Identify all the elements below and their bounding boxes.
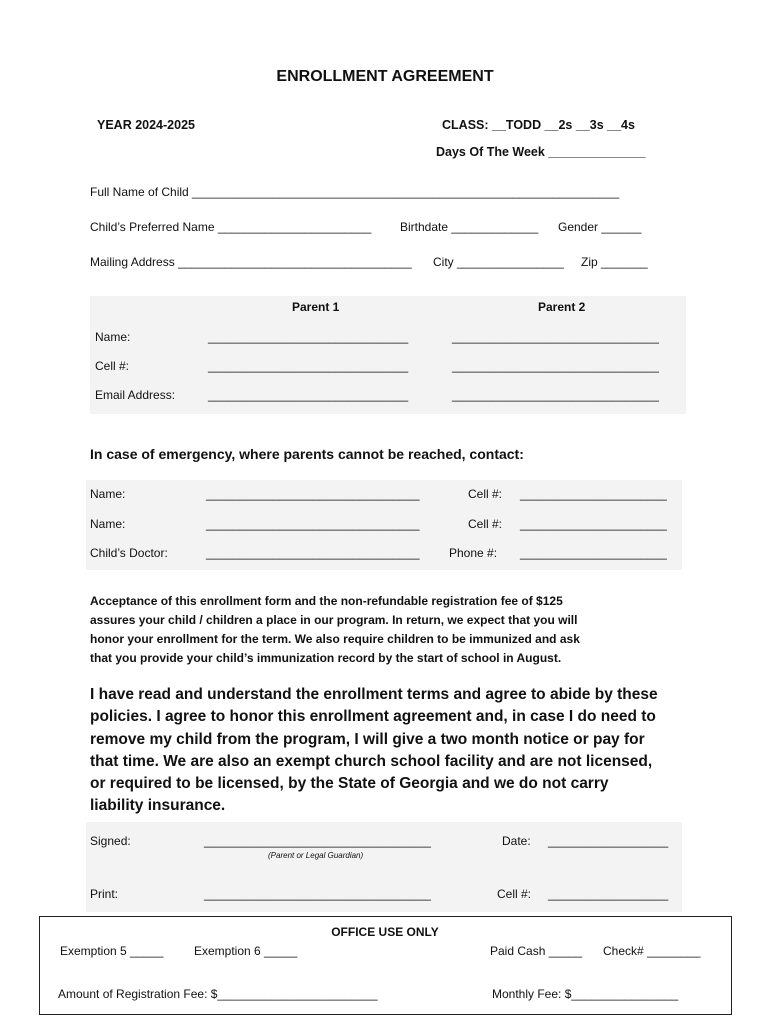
zip-field[interactable]: Zip _______ [581,255,648,269]
agreement-line: or required to be licensed, by the State of Georgia and we do not carry [90,775,609,793]
days-of-week-field[interactable]: Days Of The Week ______________ [436,145,646,159]
child-full-name-field[interactable]: Full Name of Child ________________________________________________________________ [90,185,620,199]
exemption5-field[interactable]: Exemption 5 _____ [60,944,164,958]
acceptance-line: honor your enrollment for the term. We also require children to be immunized and ask [90,632,580,646]
class-selection[interactable]: CLASS: __TODD __2s __3s __4s [442,118,635,132]
agreement-line: I have read and understand the enrollment terms and agree to abide by these [90,686,658,703]
cell-label: Cell #: [497,887,532,901]
check-number-field[interactable]: Check# ________ [603,944,701,958]
parent1-name-field[interactable]: ______________________________ [208,330,409,344]
registration-fee-field[interactable]: Amount of Registration Fee: $________________________ [58,987,378,1001]
parent-row-label: Name: [95,330,131,344]
guardian-note: (Parent or Legal Guardian) [268,851,364,860]
agreement-line: remove my child from the program, I will give a two month notice or pay for [90,730,645,748]
acceptance-line: that you provide your child’s immunization record by the start of school in August. [90,651,562,665]
doctor-phone-field[interactable]: ______________________ [520,546,667,560]
print-name-field[interactable]: __________________________________ [204,887,431,901]
parent2-email-field[interactable]: _______________________________ [452,388,659,402]
parent1-heading: Parent 1 [292,300,340,314]
page-title: ENROLLMENT AGREEMENT [276,68,494,85]
emergency-row-label: Cell #: [468,517,503,531]
emergency-contact2-name-field[interactable]: ________________________________ [206,517,420,531]
agreement-line: that time. We are also an exempt church school facility and are not licensed, [90,752,653,770]
emergency-row-label: Name: [90,487,126,501]
office-use-heading: OFFICE USE ONLY [331,925,439,939]
parent-row-label: Email Address: [95,388,176,402]
acceptance-paragraph [90,592,580,668]
child-preferred-name-field[interactable]: Child’s Preferred Name _______________________ [90,220,372,234]
signed-label: Signed: [90,834,131,848]
parent1-email-field[interactable]: ______________________________ [208,388,409,402]
agreement-line: policies. I agree to honor this enrollment agreement and, in case I do need to [90,708,656,726]
emergency-row-label: Name: [90,517,126,531]
emergency-row-label: Cell #: [468,487,503,501]
date-field[interactable]: __________________ [548,834,669,848]
doctor-name-field[interactable]: ________________________________ [206,546,420,560]
emergency-contact2-cell-field[interactable]: ______________________ [520,517,667,531]
emergency-contact1-cell-field[interactable]: ______________________ [520,487,667,501]
signature-field[interactable]: __________________________________ [204,834,431,848]
school-year: YEAR 2024-2025 [97,118,195,132]
date-label: Date: [502,834,531,848]
parent1-cell-field[interactable]: ______________________________ [208,359,409,373]
gender-field[interactable]: Gender ______ [558,220,642,234]
parent2-name-field[interactable]: _______________________________ [452,330,659,344]
exemption6-field[interactable]: Exemption 6 _____ [194,944,298,958]
print-label: Print: [90,887,119,901]
signer-cell-field[interactable]: __________________ [548,887,669,901]
emergency-heading: In case of emergency, where parents cannot be reached, contact: [90,446,524,462]
agreement-paragraph [90,684,658,818]
birthdate-field[interactable]: Birthdate _____________ [400,220,539,234]
agreement-line: liability insurance. [90,797,226,815]
city-field[interactable]: City ________________ [433,255,564,269]
monthly-fee-field[interactable]: Monthly Fee: $________________ [492,987,679,1001]
acceptance-line: Acceptance of this enrollment form and the non-refundable registration fee of $125 [90,594,563,608]
paid-cash-field[interactable]: Paid Cash _____ [490,944,583,958]
emergency-row-label: Phone #: [449,546,498,560]
parent2-cell-field[interactable]: _______________________________ [452,359,659,373]
parent-row-label: Cell #: [95,359,130,373]
emergency-contact1-name-field[interactable]: ________________________________ [206,487,420,501]
emergency-row-label: Child’s Doctor: [90,546,168,560]
parent2-heading: Parent 2 [538,300,586,314]
mailing-address-field[interactable]: Mailing Address ___________________________________ [90,255,412,269]
acceptance-line: assures your child / children a place in our program. In return, we expect that you will [90,613,578,627]
